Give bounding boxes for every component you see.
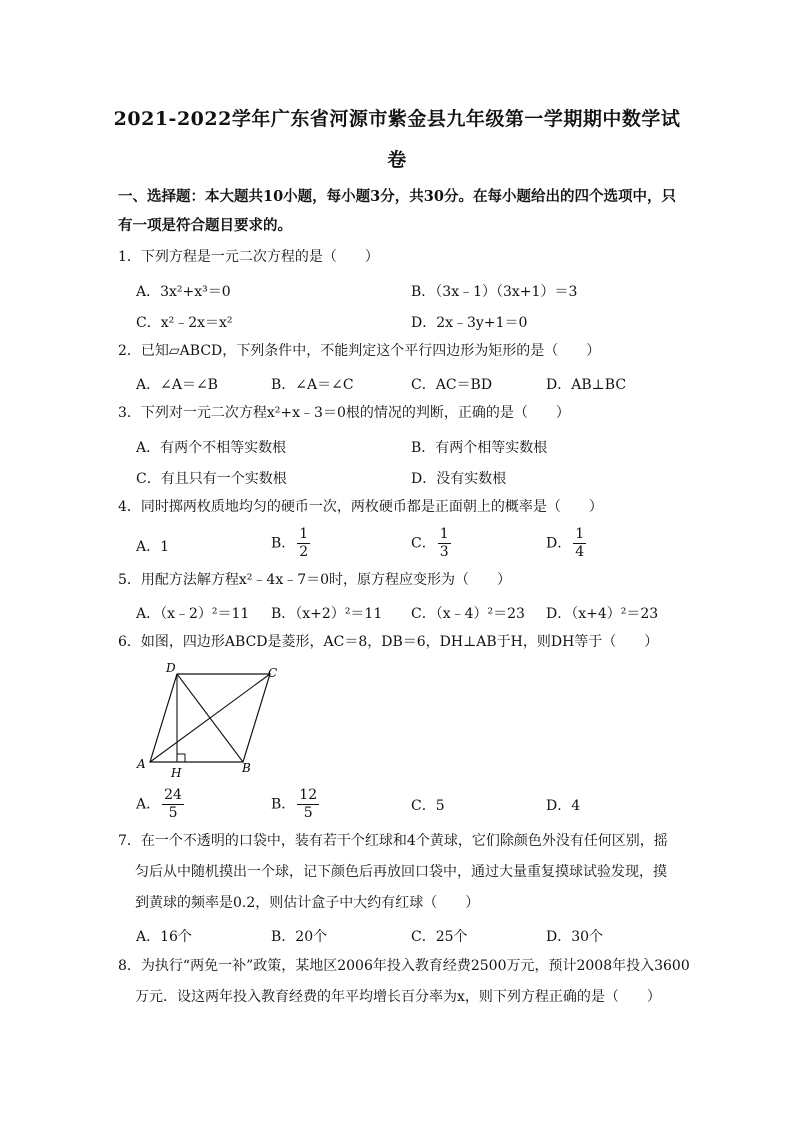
q3-option-a: A．有两个不相等实数根 (136, 440, 287, 456)
q4-option-d (546, 526, 586, 561)
q5-option-a: A．（x﹣2）²＝11 (136, 606, 250, 622)
q1-option-c: C．x²﹣2x＝x² (136, 315, 233, 331)
question-1-stem: 1．下列方程是一元二次方程的是（ ） (118, 249, 379, 265)
q2-option-b: B．∠A＝∠C (271, 377, 354, 393)
question-7-stem-line3: 到黄球的频率是0.2，则估计盒子中大约有红球（ ） (135, 895, 480, 911)
q6-option-b-label: B． (271, 796, 296, 813)
fraction-numerator: 1 (439, 526, 449, 542)
q1-option-a: A．3x²+x³＝0 (136, 284, 231, 300)
rhombus-figure (130, 658, 290, 783)
q4-option-b (271, 526, 310, 561)
fraction-numerator: 12 (299, 787, 318, 803)
question-8-stem-line1: 8．为执行“两免一补”政策，某地区2006年投入教育经费2500万元，预计2008年投入3600 (118, 958, 690, 974)
fraction-denominator: 4 (575, 544, 585, 560)
vertex-label-c: C (268, 666, 278, 680)
q6-option-c (411, 795, 445, 815)
q4-option-c-fraction (438, 526, 451, 561)
q7-option-c: C．25个 (411, 929, 468, 945)
fraction-numerator: 24 (164, 787, 182, 803)
q7-option-b: B．20个 (271, 929, 328, 945)
q3-option-d: D．没有实数根 (411, 471, 507, 487)
q5-option-c: C．（x﹣4）²＝23 (411, 606, 525, 622)
q6-option-d (546, 795, 580, 815)
question-7-stem-line2: 匀后从中随机摸出一个球，记下颜色后再放回口袋中，通过大量重复摸球试验发现，摸 (135, 864, 667, 880)
question-4-stem: 4．同时掷两枚质地均匀的硬币一次，两枚硬币都是正面朝上的概率是（ ） (118, 499, 603, 515)
q4-option-a-label: A． (136, 539, 161, 555)
question-7-stem-line1: 7．在一个不透明的口袋中，装有若干个红球和4个黄球，它们除颜色外没有任何区别，摇 (118, 833, 668, 849)
fraction-denominator: 5 (303, 805, 313, 821)
q1-option-b: B．（3x﹣1）（3x+1）＝3 (411, 284, 578, 300)
diagonal-db (177, 674, 243, 762)
q7-option-a: A．16个 (136, 929, 192, 945)
fraction-numerator: 1 (575, 526, 585, 542)
q2-option-c: C．AC＝BD (411, 377, 493, 393)
q5-option-b: B．（x+2）²＝11 (271, 606, 383, 622)
q6-option-b (271, 787, 319, 822)
q6-option-d-value: 4 (571, 798, 581, 814)
q6-option-c-value: 5 (435, 798, 445, 814)
q4-option-a-value: 1 (160, 539, 170, 555)
question-3-stem: 3．下列对一元二次方程x²+x﹣3＝0根的情况的判断，正确的是（ ） (118, 405, 570, 421)
vertex-label-d: D (166, 661, 176, 675)
q6-option-a-label: A． (136, 796, 161, 813)
q4-option-b-label: B． (271, 535, 296, 552)
q6-option-b-fraction (297, 787, 319, 822)
exam-title-line2: 卷 (387, 149, 407, 171)
fraction-denominator: 5 (168, 805, 178, 821)
q6-option-a-fraction (162, 787, 184, 822)
section-heading-line1: 一、选择题：本大题共10小题，每小题3分，共30分。在每小题给出的四个选项中，只 (118, 188, 676, 205)
q6-option-a (136, 787, 184, 822)
question-5-stem: 5．用配方法解方程x²﹣4x﹣7＝0时，原方程应变形为（ ） (118, 572, 512, 588)
q7-option-d: D．30个 (546, 929, 604, 945)
q4-option-a (136, 536, 169, 556)
q6-option-c-label: C． (411, 798, 436, 814)
fraction-denominator: 3 (439, 544, 449, 560)
q4-option-b-fraction (297, 526, 310, 561)
question-2-stem: 2．已知▱ABCD，下列条件中，不能判定这个平行四边形为矩形的是（ ） (118, 343, 601, 359)
q2-option-d: D．AB⊥BC (546, 377, 627, 393)
section-heading-line2: 有一项是符合题目要求的。 (118, 217, 292, 234)
q5-option-d: D．（x+4）²＝23 (546, 606, 659, 622)
q3-option-b: B．有两个相等实数根 (411, 440, 548, 456)
q2-option-a: A．∠A＝∠B (136, 377, 218, 393)
vertex-label-b: B (242, 761, 251, 775)
q4-option-c-label: C． (411, 535, 436, 552)
vertex-label-h: H (171, 766, 182, 780)
q4-option-d-label: D． (546, 535, 572, 552)
q4-option-c (411, 526, 451, 561)
fraction-denominator: 2 (299, 544, 309, 560)
question-8-stem-line2: 万元．设这两年投入教育经费的年平均增长百分率为x，则下列方程正确的是（ ） (135, 989, 661, 1005)
q4-option-d-fraction (573, 526, 586, 561)
vertex-label-a: A (137, 757, 146, 771)
question-6-stem: 6．如图，四边形ABCD是菱形，AC＝8，DB＝6，DH⊥AB于H，则DH等于（ ） (118, 634, 659, 650)
q1-option-d: D．2x﹣3y+1＝0 (411, 315, 528, 331)
fraction-numerator: 1 (299, 526, 309, 542)
right-angle-mark (177, 754, 185, 762)
q3-option-c: C．有且只有一个实数根 (136, 471, 287, 487)
q6-option-d-label: D． (546, 798, 572, 814)
exam-title-line1: 2021-2022学年广东省河源市紫金县九年级第一学期期中数学试 (113, 108, 681, 130)
